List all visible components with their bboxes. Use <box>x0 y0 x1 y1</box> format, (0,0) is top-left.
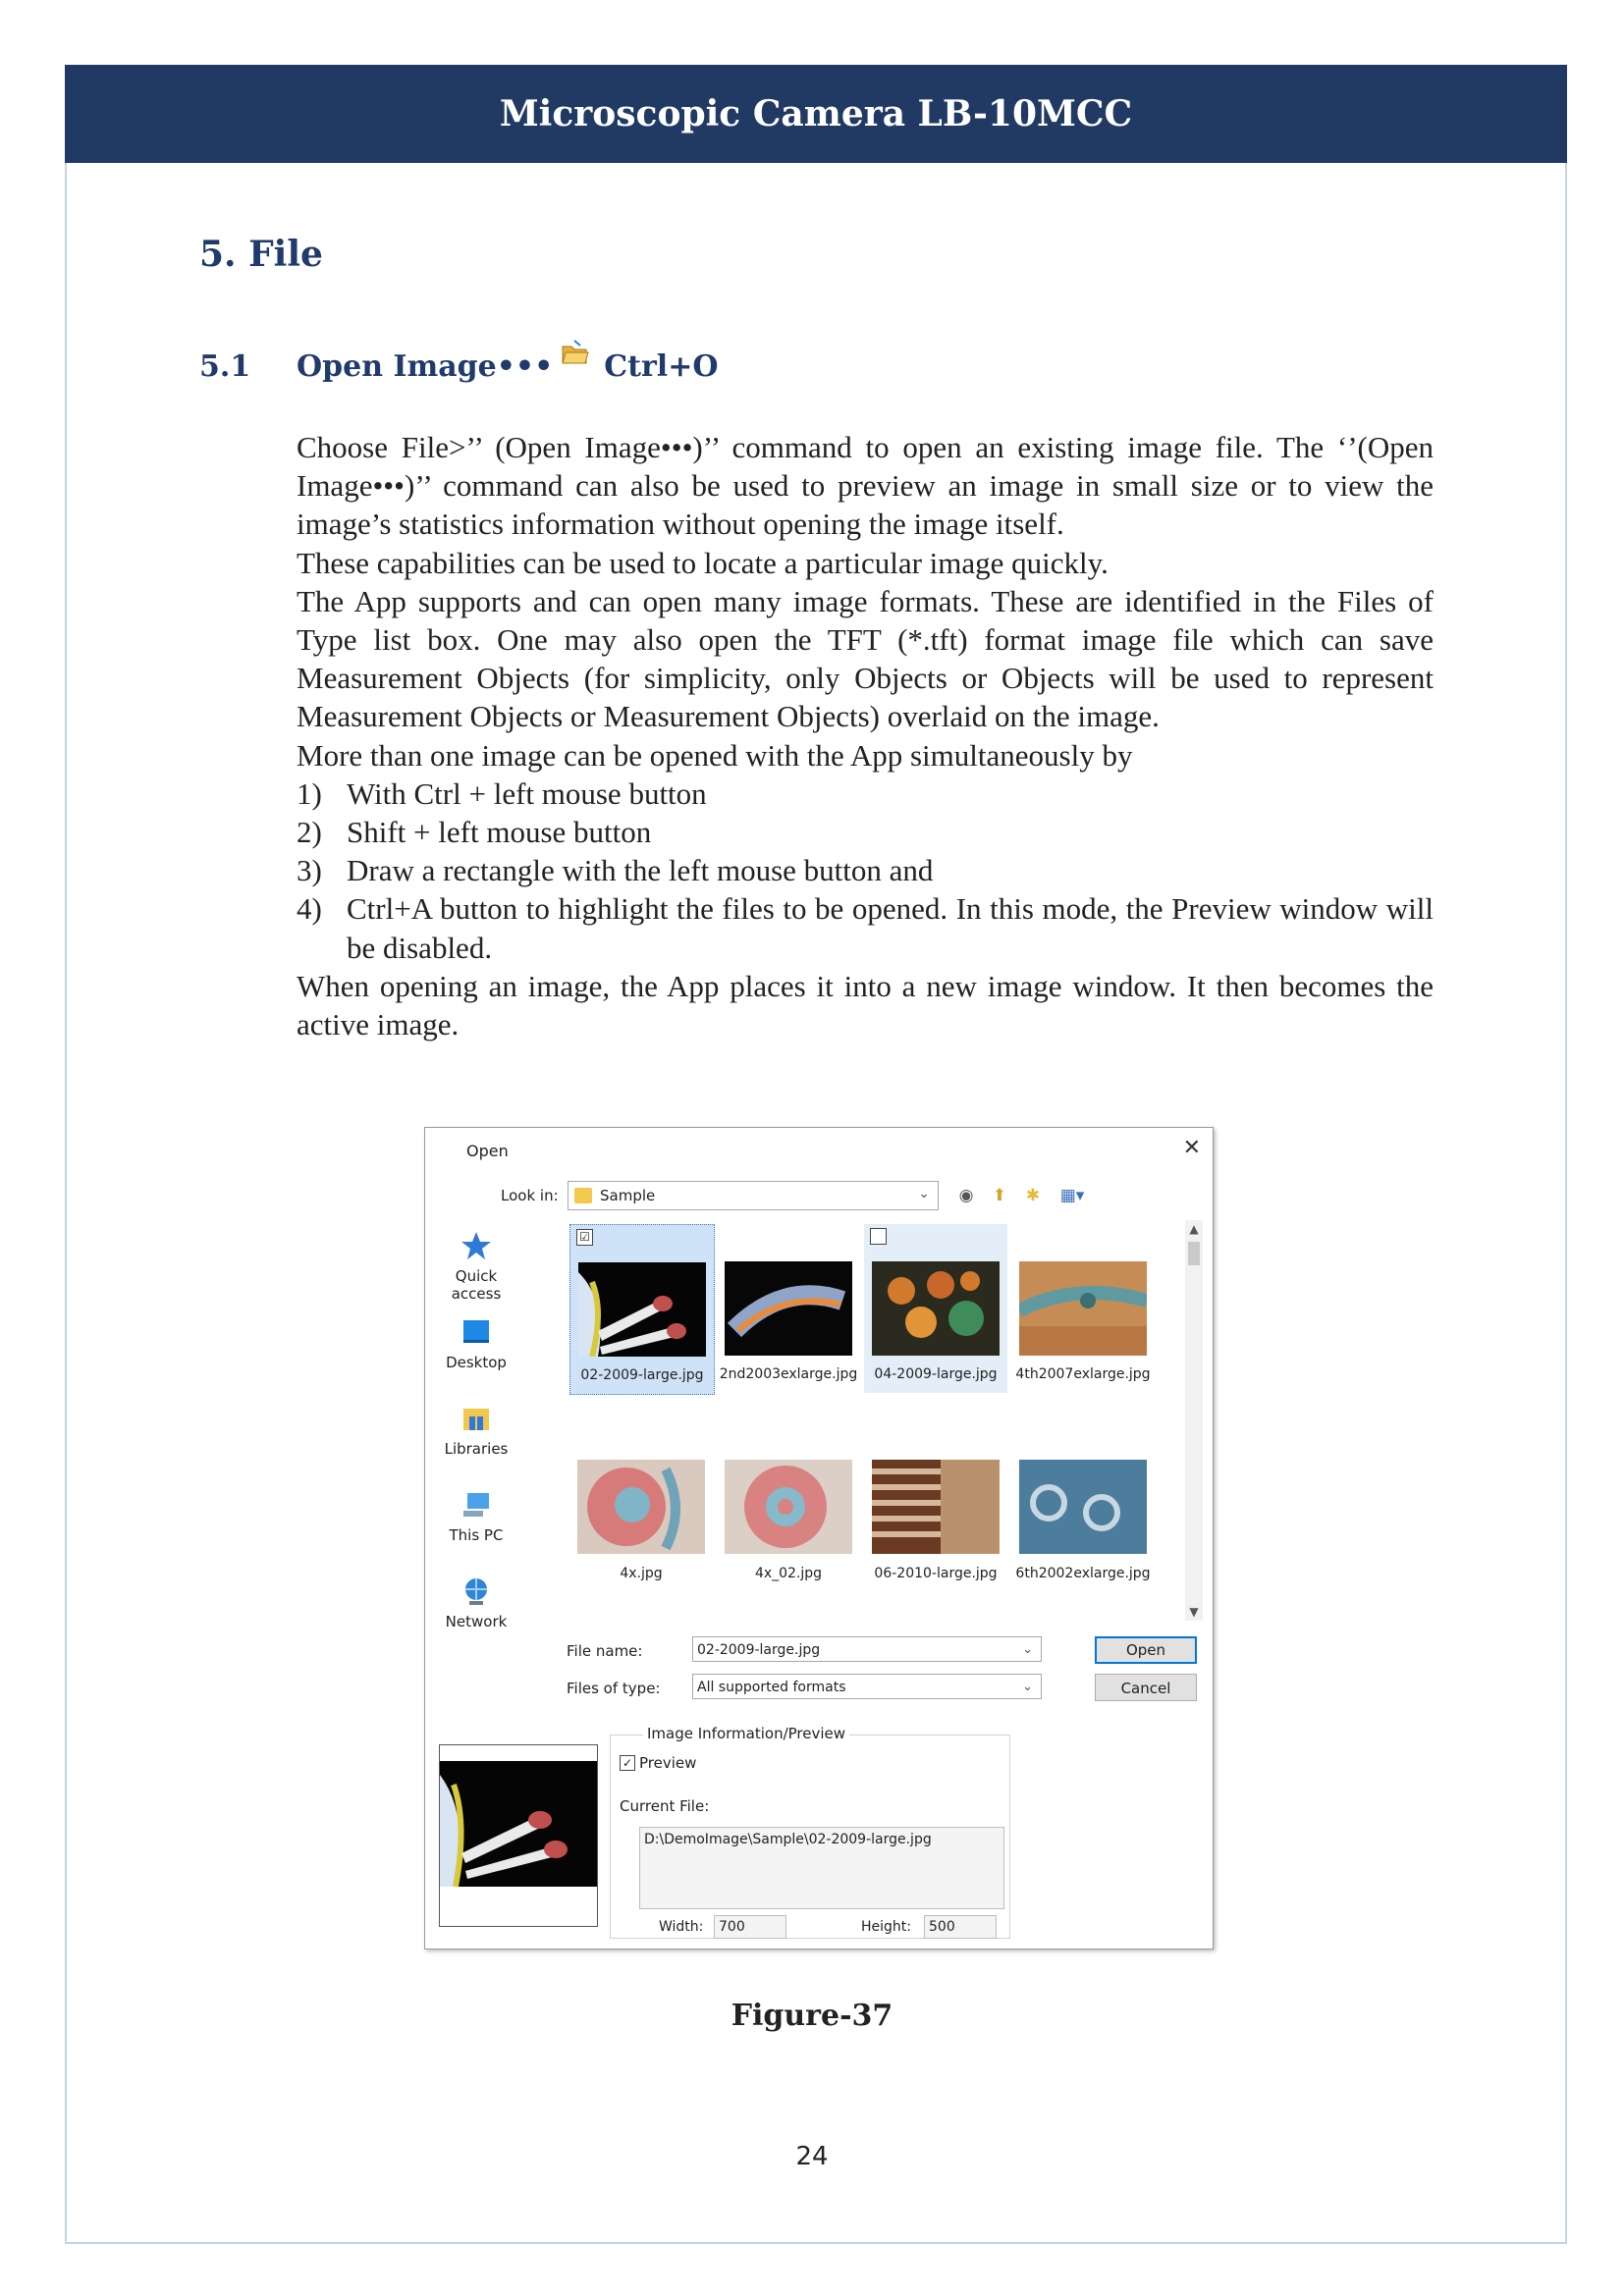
up-folder-icon[interactable]: ⬆ <box>992 1186 1007 1205</box>
width-value: 700 <box>714 1915 786 1939</box>
subsection-shortcut: Ctrl+O <box>604 349 719 384</box>
place-this-pc[interactable] <box>435 1489 517 1544</box>
list-number: 4) <box>297 891 322 927</box>
dialog-title: Open <box>466 1142 509 1160</box>
paragraph-3: The App supports and can open many image formats. These are identified in the Files of Type list box. One may also open the TFT (*.tft) format image file which can save Measurement Objects (for simplicity, only Objects or Objects will be used to represent Measurement Objects or Measurement Objects) overlaid on the image. <box>297 583 1434 734</box>
thumbnail-image <box>725 1460 852 1554</box>
libraries-icon <box>460 1403 493 1434</box>
paragraph-5: When opening an image, the App places it into a new image window. It then becomes the active image. <box>297 968 1434 1042</box>
file-type-label: Files of type: <box>567 1680 661 1697</box>
subsection-title-text: Open Image••• <box>297 349 554 384</box>
file-name-value: 02-2009-large.jpg <box>697 1642 821 1658</box>
file-item[interactable] <box>717 1224 860 1393</box>
height-label: Height: <box>861 1919 911 1935</box>
place-label: Libraries <box>444 1440 509 1458</box>
preview-checkbox[interactable] <box>620 1754 696 1772</box>
view-menu-icon[interactable]: ▦▾ <box>1059 1186 1085 1205</box>
place-label: Desktop <box>446 1354 507 1371</box>
list-number: 3) <box>297 853 322 888</box>
thumbnail-image <box>578 1262 706 1357</box>
page-number: 24 <box>795 2142 829 2171</box>
thumbnail-image <box>1019 1261 1147 1356</box>
file-name-input[interactable] <box>692 1636 1042 1662</box>
back-icon[interactable]: ◉ <box>958 1186 974 1205</box>
document-header <box>65 65 1567 163</box>
place-label: Network <box>445 1613 508 1630</box>
look-in-label: Look in: <box>501 1187 559 1204</box>
dialog-toolbar <box>955 1185 1089 1206</box>
section-title: 5. File <box>199 234 323 275</box>
file-checkbox[interactable] <box>870 1228 887 1245</box>
open-button[interactable]: Open <box>1095 1636 1197 1664</box>
thumbnail-image <box>725 1261 852 1356</box>
place-network[interactable] <box>435 1575 517 1630</box>
file-item[interactable] <box>717 1440 860 1609</box>
open-folder-icon <box>561 339 590 368</box>
file-name: 06-2010-large.jpg <box>874 1566 998 1581</box>
current-file-label: Current File: <box>620 1797 710 1815</box>
list-text: Ctrl+A button to highlight the files to be opened. In this mode, the Preview window will be disabled. <box>347 891 1434 965</box>
height-value: 500 <box>924 1915 997 1939</box>
thumbnail-image <box>872 1261 1000 1356</box>
list-item <box>297 774 1434 813</box>
file-list[interactable] <box>567 1220 1185 1621</box>
file-item[interactable] <box>1011 1440 1155 1609</box>
cancel-button[interactable]: Cancel <box>1095 1674 1197 1701</box>
scroll-up-icon[interactable]: ▲ <box>1189 1222 1199 1236</box>
place-desktop[interactable] <box>435 1316 517 1371</box>
chevron-down-icon: ⌄ <box>1022 1642 1033 1657</box>
file-name: 04-2009-large.jpg <box>874 1366 998 1382</box>
file-name: 4x_02.jpg <box>754 1566 823 1581</box>
preview-pane <box>439 1744 598 1927</box>
file-type-select[interactable] <box>692 1674 1042 1699</box>
file-item[interactable] <box>864 1440 1007 1609</box>
current-file-field: D:\DemoImage\Sample\02-2009-large.jpg <box>639 1827 1004 1909</box>
file-name: 2nd2003exlarge.jpg <box>719 1366 858 1382</box>
scroll-down-icon[interactable]: ▼ <box>1189 1605 1199 1619</box>
thumbnail-image <box>577 1460 705 1554</box>
list-text: Shift + left mouse button <box>347 815 652 850</box>
paragraph-1: Choose File>’’ (Open Image•••)’’ command to open an existing image file. The ‘’(Open Image•••)’’ command can also be used to preview an image in small size or to view the image’s statistics information without opening the image itself. <box>297 430 1434 542</box>
thumbnail-image <box>872 1460 1000 1554</box>
folder-icon <box>574 1188 592 1203</box>
file-type-value: All supported formats <box>697 1680 846 1695</box>
desktop-icon <box>460 1316 493 1348</box>
list-number: 1) <box>297 775 322 811</box>
chevron-down-icon: ⌄ <box>918 1186 930 1201</box>
look-in-value: Sample <box>600 1187 656 1204</box>
list-item <box>297 889 1434 966</box>
place-label: Quick access <box>451 1267 502 1303</box>
width-label: Width: <box>659 1919 704 1935</box>
paragraph-2: These capabilities can be used to locate a particular image quickly. <box>297 545 1109 580</box>
subsection-title <box>297 349 718 384</box>
place-libraries[interactable] <box>435 1403 517 1458</box>
star-icon <box>460 1230 493 1261</box>
network-icon <box>460 1575 493 1607</box>
look-in-dropdown[interactable] <box>568 1181 939 1210</box>
file-name: 6th2002exlarge.jpg <box>1015 1566 1151 1581</box>
body-text <box>297 428 1434 1043</box>
scroll-thumb[interactable] <box>1188 1242 1200 1265</box>
list-text: Draw a rectangle with the left mouse button and <box>347 853 934 888</box>
file-item[interactable] <box>864 1224 1007 1393</box>
chevron-down-icon: ⌄ <box>1022 1680 1033 1694</box>
image-info-title: Image Information/Preview <box>643 1725 849 1742</box>
subsection-number: 5.1 <box>199 349 251 384</box>
thumbnail-image <box>1019 1460 1147 1554</box>
list-number: 2) <box>297 815 322 850</box>
figure-caption: Figure-37 <box>731 1999 893 2033</box>
new-folder-icon[interactable]: ✱ <box>1025 1186 1041 1205</box>
method-list <box>297 774 1434 967</box>
paragraph-4: More than one image can be opened with the App simultaneously by <box>297 737 1133 773</box>
preview-image <box>440 1745 597 1926</box>
file-name: 4th2007exlarge.jpg <box>1015 1366 1151 1382</box>
computer-icon <box>460 1489 493 1521</box>
place-label: This PC <box>449 1526 504 1544</box>
list-text: With Ctrl + left mouse button <box>347 775 707 811</box>
checkbox-checked-icon: ✓ <box>620 1755 635 1771</box>
file-item[interactable] <box>569 1440 713 1609</box>
header-title: Microscopic Camera LB-10MCC <box>499 93 1133 134</box>
file-name-label: File name: <box>567 1642 643 1660</box>
list-item <box>297 813 1434 851</box>
file-list-scrollbar[interactable] <box>1185 1220 1203 1621</box>
open-dialog <box>424 1127 1214 1949</box>
file-item[interactable] <box>569 1224 715 1395</box>
file-name: 4x.jpg <box>620 1566 663 1581</box>
file-checkbox[interactable]: ☑ <box>576 1229 593 1246</box>
file-name: 02-2009-large.jpg <box>580 1367 704 1383</box>
place-quick-access[interactable] <box>435 1230 517 1303</box>
close-icon[interactable]: ✕ <box>1182 1136 1201 1160</box>
list-item <box>297 851 1434 889</box>
file-item[interactable] <box>1011 1224 1155 1393</box>
preview-label: Preview <box>639 1754 697 1772</box>
